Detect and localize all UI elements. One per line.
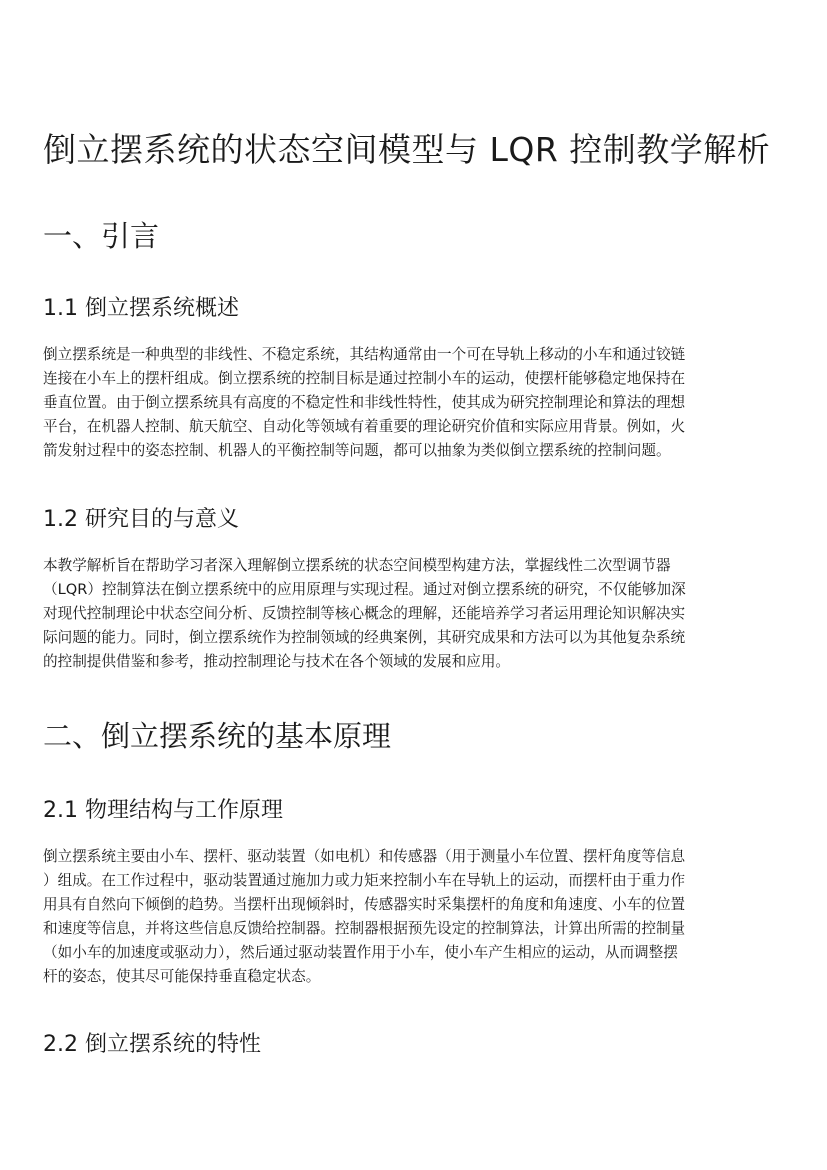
paragraph-line: ）组成。在工作过程中，驱动装置通过施加力或力矩来控制小车在导轨上的运动，而摆杆由于重力作 (43, 872, 686, 889)
subsection-heading-1-1: 1.1 倒立摆系统概述 (43, 296, 239, 321)
paragraph-line: 的控制提供借鉴和参考，推动控制理论与技术在各个领域的发展和应用。 (43, 653, 511, 670)
paragraph-line: （如小车的加速度或驱动力），然后通过驱动装置作用于小车，使小车产生相应的运动，从而调整摆 (43, 944, 678, 961)
subsection-heading-1-2: 1.2 研究目的与意义 (43, 507, 239, 532)
paragraph-line: 连接在小车上的摆杆组成。倒立摆系统的控制目标是通过控制小车的运动，使摆杆能够稳定地保持在 (43, 370, 686, 387)
paragraph-line: 倒立摆系统主要由小车、摆杆、驱动装置（如电机）和传感器（用于测量小车位置、摆杆角度等信息 (43, 848, 686, 865)
section-heading-basic-principles: 二、倒立摆系统的基本原理 (43, 719, 392, 753)
paragraph-line: 倒立摆系统是一种典型的非线性、不稳定系统，其结构通常由一个可在导轨上移动的小车和通过铰链 (43, 346, 686, 363)
paragraph-line: 箭发射过程中的姿态控制、机器人的平衡控制等问题，都可以抽象为类似倒立摆系统的控制问题。 (43, 442, 671, 459)
paragraph-line: 用具有自然向下倾倒的趋势。当摆杆出现倾斜时，传感器实时采集摆杆的角度和角速度、小车的位置 (43, 896, 686, 913)
paragraph-line: 平台，在机器人控制、航天航空、自动化等领域有着重要的理论研究价值和实际应用背景。例如，火 (43, 418, 686, 435)
section-heading-introduction: 一、引言 (43, 219, 160, 253)
paragraph-line: （LQR）控制算法在倒立摆系统中的应用原理与实现过程。通过对倒立摆系统的研究，不仅能够加深 (43, 581, 686, 598)
subsection-heading-2-2: 2.2 倒立摆系统的特性 (43, 1032, 261, 1057)
subsection-heading-2-1: 2.1 物理结构与工作原理 (43, 798, 283, 823)
paragraph-1-1 (43, 343, 779, 463)
paragraph-line: 际问题的能力。同时，倒立摆系统作为控制领域的经典案例，其研究成果和方法可以为其他复杂系统 (43, 629, 686, 646)
paragraph-line: 对现代控制理论中状态空间分析、反馈控制等核心概念的理解，还能培养学习者运用理论知识解决实 (43, 605, 686, 622)
paragraph-line: 杆的姿态，使其尽可能保持垂直稳定状态。 (43, 968, 321, 985)
paragraph-line: 本教学解析旨在帮助学习者深入理解倒立摆系统的状态空间模型构建方法，掌握线性二次型调节器 (43, 557, 671, 574)
paragraph-line: 和速度等信息，并将这些信息反馈给控制器。控制器根据预先设定的控制算法，计算出所需的控制量 (43, 920, 686, 937)
document-title: 倒立摆系统的状态空间模型与 LQR 控制教学解析 (43, 130, 771, 169)
paragraph-2-1 (43, 845, 779, 989)
paragraph-line: 垂直位置。由于倒立摆系统具有高度的不稳定性和非线性特性，使其成为研究控制理论和算法的理想 (43, 394, 686, 411)
paragraph-1-2 (43, 554, 779, 674)
